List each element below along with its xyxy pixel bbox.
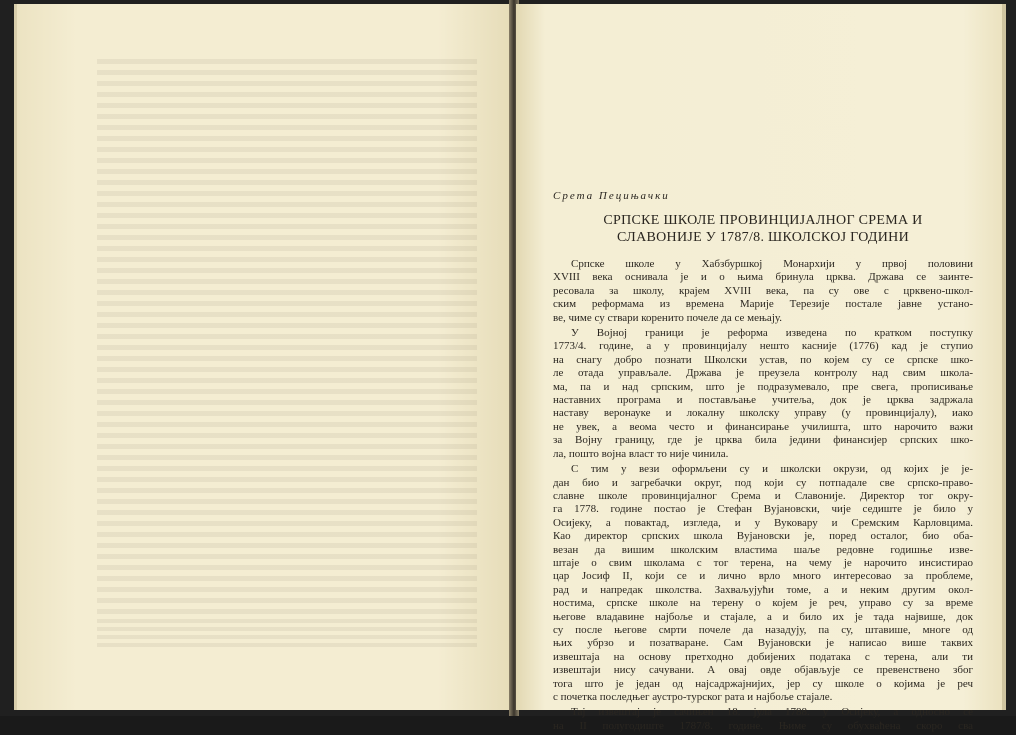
text-line: с почетка последњег аустро-турског рата и најбоље стајале. xyxy=(553,691,833,703)
text-line: су после његове смрти почеле да назадују, па су, штавише, многе од xyxy=(553,623,973,636)
title-line: СЛАВОНИЈЕ У 1787/8. ШКОЛСКОЈ ГОДИНИ xyxy=(616,230,909,245)
text-line: дан био и загребачки округ, под који су потпадале све српско-право- xyxy=(553,476,973,489)
text-line: ве, чиме су ствари коренито почеле да се мењају. xyxy=(553,311,783,324)
text-line: рад и напредак школства. Захваљујући томе, а и неким другим окол- xyxy=(553,583,973,596)
text-line: ским реформама из времена Марије Терезије постале јавне устано- xyxy=(553,298,973,311)
text-line: не увек, а веома често и финансирање училишта, што нарочито важи xyxy=(553,420,973,433)
text-line: њих убрзо и позатваране. Сам Вујановски је написао више таквих xyxy=(553,637,973,650)
text-line: на снагу добро познати Школски устав, по којем су се српске шко- xyxy=(553,353,973,366)
article-title xyxy=(553,212,973,246)
text-line: на II полугодиште 1787/8. године. Њиме су обухваћена скоро сва xyxy=(553,719,973,732)
paragraph xyxy=(553,327,973,461)
text-line: за Војну границу, где је црква била једини финансијер српских шко- xyxy=(553,434,973,447)
text-line: Као директор српских школа Вујановски је, поред осталог, био оба- xyxy=(553,530,973,543)
show-through-footnote xyxy=(97,619,477,649)
text-line: наставу веронауке и локалну школску управу (у провинцијалу), иако xyxy=(553,407,973,420)
text-line: славне школе провинцијалног Срема и Славоније. Директор тог окру- xyxy=(553,489,973,502)
text-line: га 1778. године постао је Стефан Вујановски, чије седиште је било у xyxy=(553,503,973,516)
text-line: ле отада управљале. Држава је преузела контролу над свим школа- xyxy=(553,367,973,380)
right-page xyxy=(516,4,1006,732)
text-line: С тим у вези оформљени су и школски окрузи, од којих је је- xyxy=(571,463,973,476)
text-line: тога што је један од најсадржајнијих, јер су школе о којима је реч xyxy=(553,677,973,690)
text-line: извештаји нису сачувани. А овај овде објављује се превенствено због xyxy=(553,664,973,677)
text-line: XVIII века оснивала је и о њима бринула црква. Држава се заинте- xyxy=(553,271,973,284)
text-line: 1773/4. године, а у провинцијалу нешто касније (1776) кад је ступио xyxy=(553,340,973,353)
text-line: ма, па и над српским, што је подразумевало, пре свега, прописивање xyxy=(553,380,973,393)
text-line: ностима, српске школе на терену о којем је реч, управо су за време xyxy=(553,597,973,610)
text-line: Осијеку, а повактад, изгледа, и у Вуковару и Сремским Карловцима. xyxy=(553,516,973,529)
text-line: наставних програма и постављање учитеља, док је црква задржала xyxy=(553,394,973,407)
text-line: У Војној граници је реформа изведена по кратком поступку xyxy=(571,327,973,340)
text-line: извештаја на основу претходно добијених података с терена, али ти xyxy=(553,650,973,663)
article-body xyxy=(553,258,973,733)
text-line: ресовала за школу, крајем XVIII века, па су ове с црквено-школ- xyxy=(553,284,973,297)
text-line: штаје о свим школама с тог терена, на чему је нарочито инсистирао xyxy=(553,556,973,569)
paragraph xyxy=(553,463,973,704)
text-line: цар Јосиф II, који се и лично врло много интересовао за проблеме, xyxy=(553,570,973,583)
paragraph xyxy=(553,258,973,325)
text-line: његове владавине најбоље и стајале, а и било их је тада највише, док xyxy=(553,610,973,623)
article xyxy=(553,190,973,735)
paragraph xyxy=(553,706,973,733)
text-line: ла, пошто војна власт то није чинила. xyxy=(553,447,729,460)
text-line: Тај извештај је сачињен 18. јула 1788. у Осијеку, а односно се xyxy=(571,706,973,719)
show-through-text xyxy=(97,59,477,619)
text-line: Српске школе у Хабзбуршкој Монархији у првој половини xyxy=(571,258,973,270)
text-line: везан да вишим школским властима шаље редовне годишње изве- xyxy=(553,543,973,556)
title-line: СРПСКЕ ШКОЛЕ ПРОВИНЦИЈАЛНОГ СРЕМА И xyxy=(603,213,923,228)
article-author: Срета Пецињачки xyxy=(553,190,670,202)
left-page xyxy=(14,4,512,710)
